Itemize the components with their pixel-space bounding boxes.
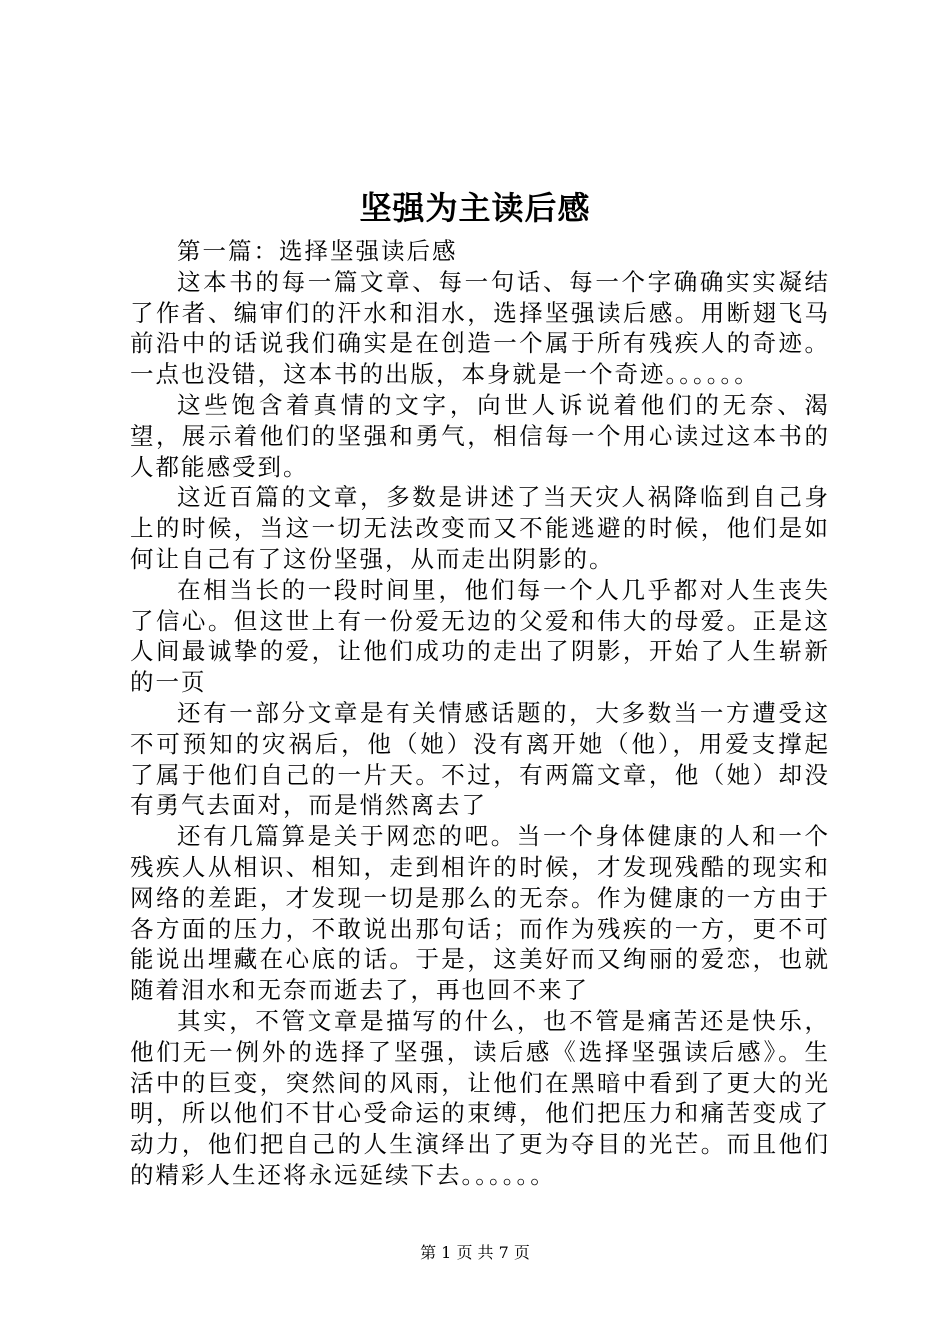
page-number-footer: 第 1 页 共 7 页 bbox=[420, 1243, 530, 1262]
section-heading: 第一篇：选择坚强读后感 bbox=[177, 237, 458, 265]
paragraph: 这近百篇的文章，多数是讲述了当天灾人祸降临到自己身上的时候，当这一切无法改变而又不能逃避的时候，他们是如何让自己有了这份坚强，从而走出阴影的。 bbox=[130, 483, 830, 573]
document-title: 坚强为主读后感 bbox=[359, 189, 591, 227]
paragraph: 这些饱含着真情的文字，向世人诉说着他们的无奈、渴望，展示着他们的坚强和勇气，相信每一个用心读过这本书的人都能感受到。 bbox=[130, 390, 830, 481]
paragraph: 这本书的每一篇文章、每一句话、每一个字确确实实凝结了作者、编审们的汗水和泪水，选择坚强读后感。用断翅飞马前沿中的话说我们确实是在创造一个属于所有残疾人的奇迹。一点也没错，这本书的出版，本身就是一个奇迹。。。。。。 bbox=[130, 267, 830, 389]
paragraph: 在相当长的一段时间里，他们每一个人几乎都对人生丧失了信心。但这世上有一份爱无边的父爱和伟大的母爱。正是这人间最诚挚的爱，让他们成功的走出了阴影，开始了人生崭新的一页 bbox=[130, 575, 830, 697]
paragraph: 其实，不管文章是描写的什么，也不管是痛苦还是快乐，他们无一例外的选择了坚强，读后感《选择坚强读后感》。生活中的巨变，突然间的风雨，让他们在黑暗中看到了更大的光明，所以他们不甘心受命运的束缚，他们把压力和痛苦变成了动力，他们把自己的人生演绎出了更为夺目的光芒。而且他们的精彩人生还将永远延续下去。。。。。。 bbox=[130, 1006, 830, 1189]
document-body bbox=[130, 236, 830, 1191]
paragraph: 还有几篇算是关于网恋的吧。当一个身体健康的人和一个残疾人从相识、相知，走到相许的时候，才发现残酷的现实和网络的差距，才发现一切是那么的无奈。作为健康的一方由于各方面的压力，不敢说出那句话；而作为残疾的一方，更不可能说出埋藏在心底的话。于是，这美好而又绚丽的爱恋，也就随着泪水和无奈而逝去了，再也回不来了 bbox=[130, 822, 830, 1005]
paragraph: 还有一部分文章是有关情感话题的，大多数当一方遭受这不可预知的灾祸后，他（她）没有离开她（他），用爱支撑起了属于他们自己的一片天。不过，有两篇文章，他（她）却没有勇气去面对，而是悄然离去了 bbox=[130, 698, 830, 820]
